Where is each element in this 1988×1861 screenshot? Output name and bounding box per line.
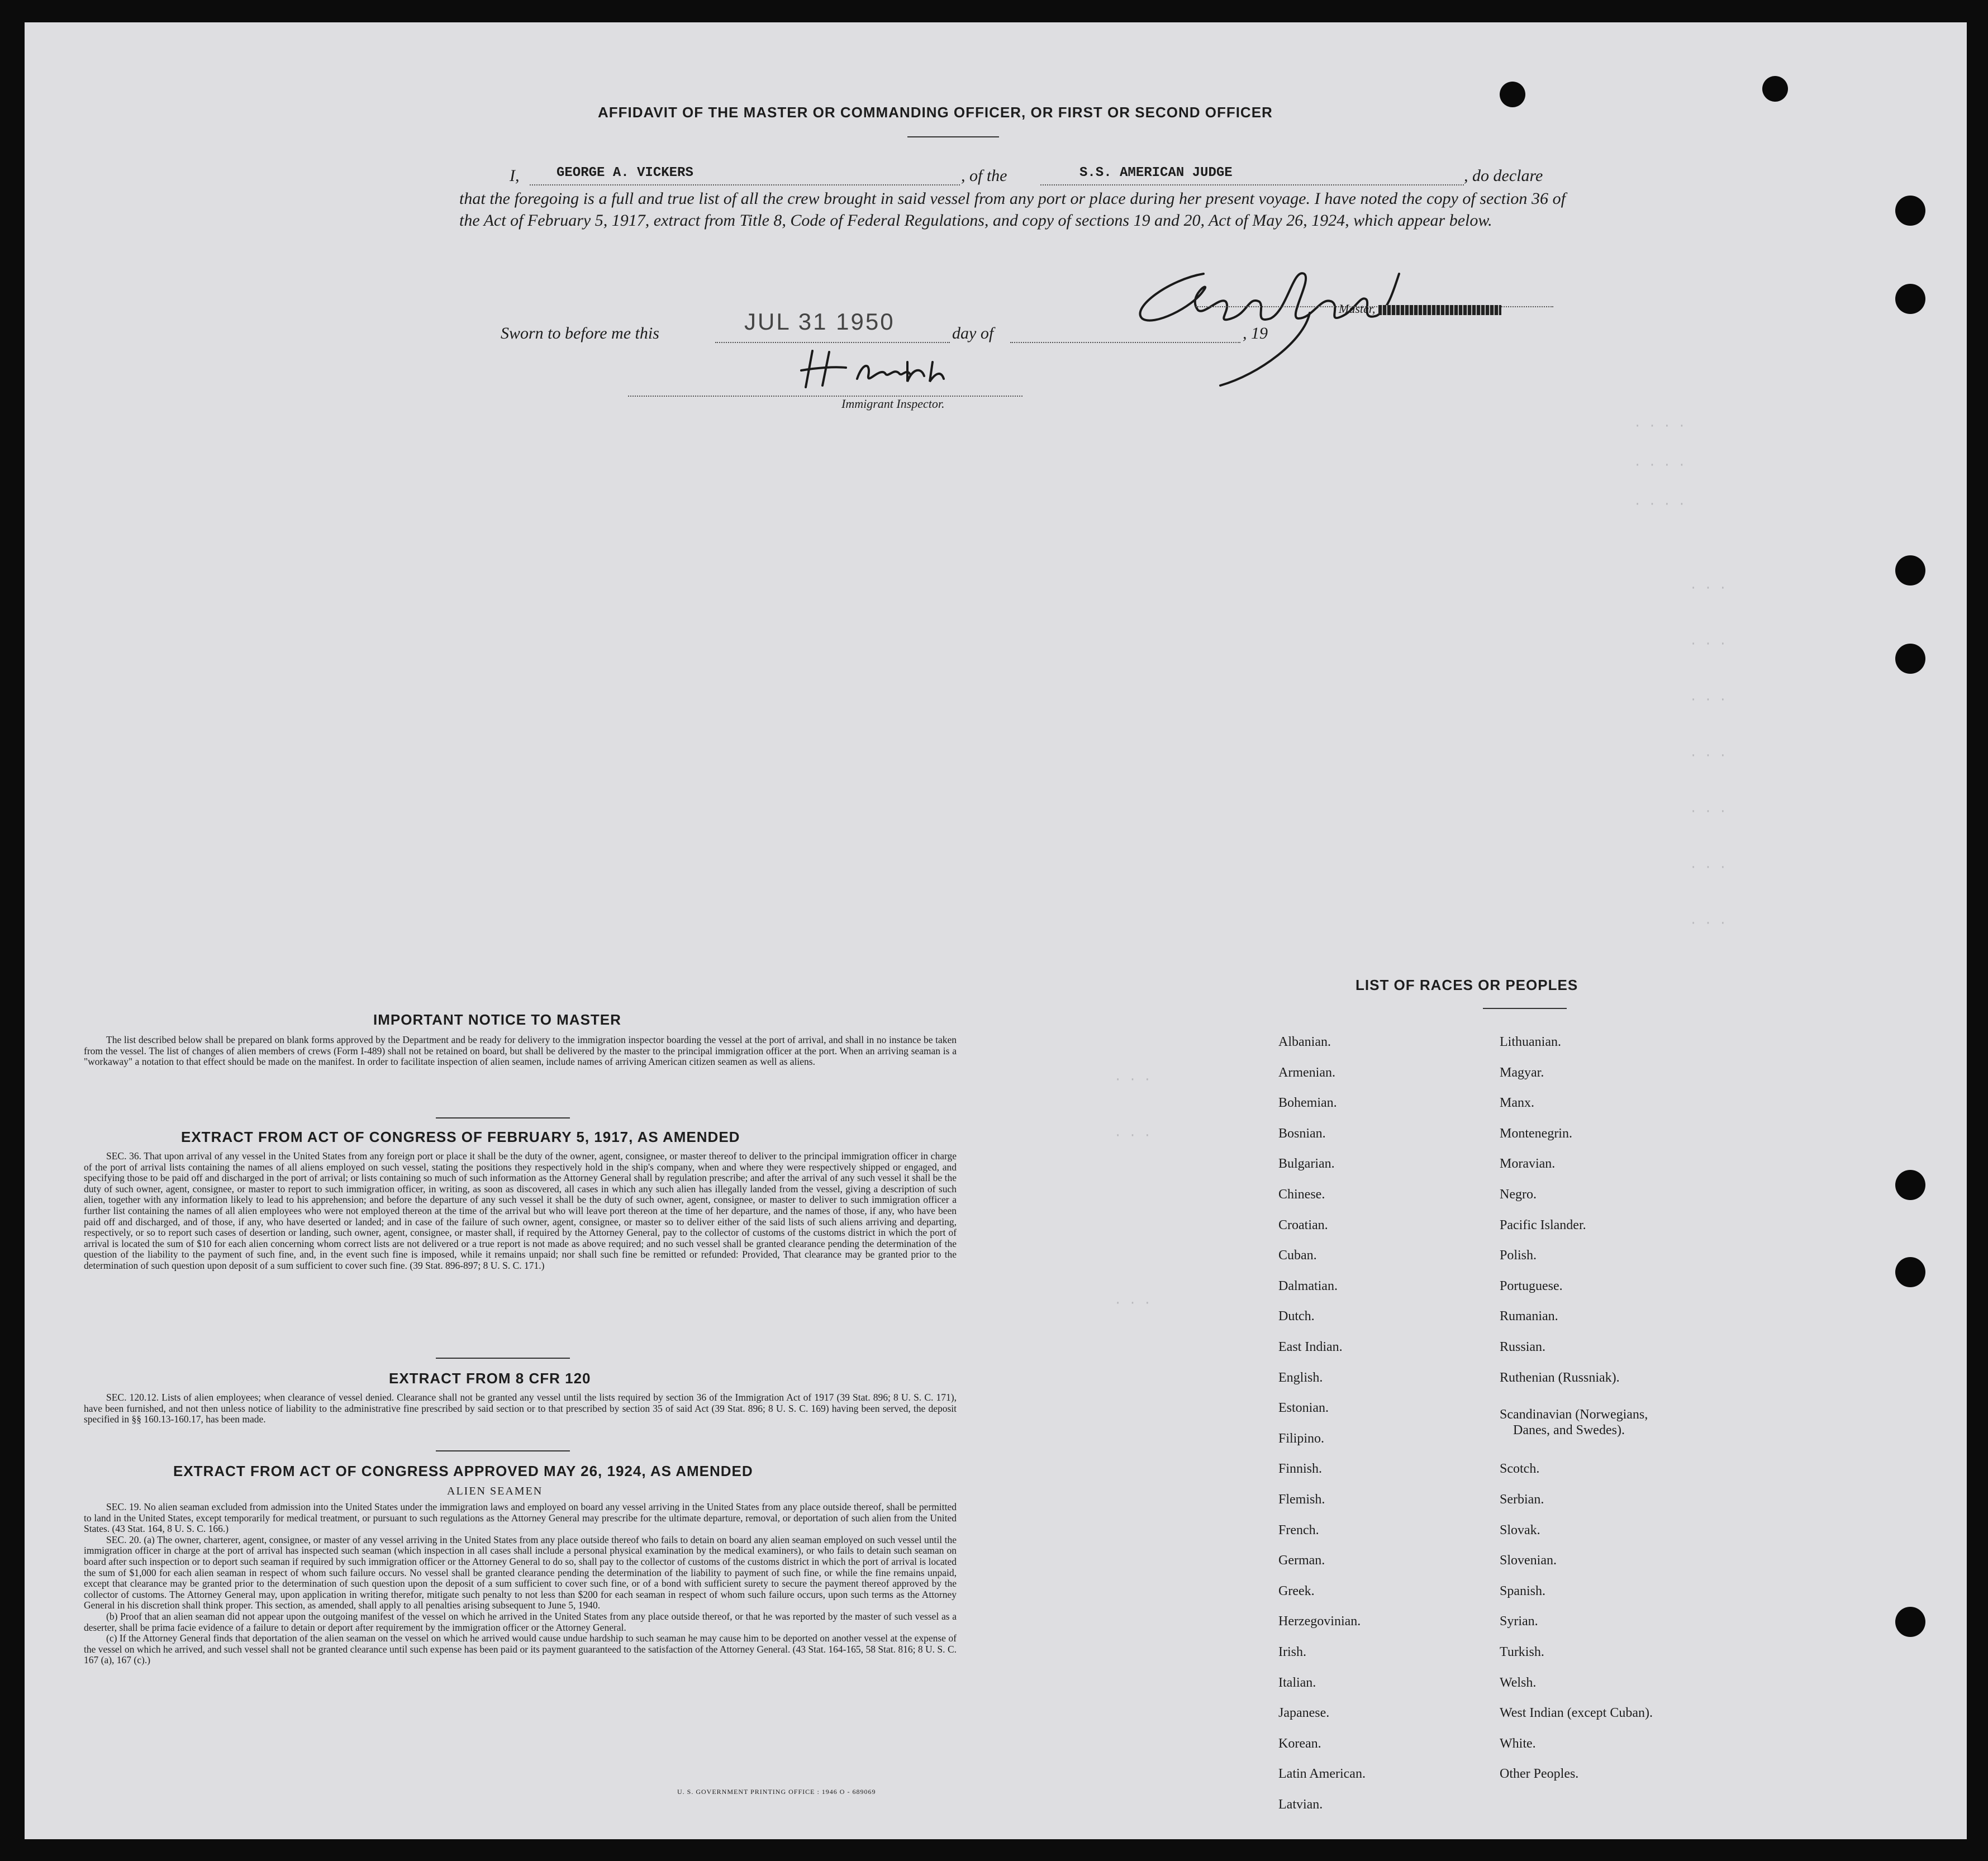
year-prefix: , 19 <box>1243 324 1268 342</box>
race-item: East Indian. <box>1278 1340 1343 1354</box>
race-item: Croatian. <box>1278 1217 1328 1232</box>
race-item: Montenegrin. <box>1500 1126 1572 1141</box>
race-item: Ruthenian (Russniak). <box>1500 1370 1620 1385</box>
punch-hole <box>1895 644 1925 674</box>
race-item: Syrian. <box>1500 1614 1538 1629</box>
extract-1917-text: SEC. 36. That upon arrival of any vessel in the United States from any foreign port or place it shall be the duty of the owner, agent, consignee, or master thereof to deliver to the principal immigration officer in charge of the port of arrival lists containing the names of all aliens employed on such vessel, stating the positions they respectively hold in the ship's company, when and where they were respectively shipped or engaged, and specifying those to be paid off and discharged in the port of arrival; or lists containing so much of such information as the Attorney General shall by regulation prescribe; and after the arrival of any such vessel it shall be the duty of such owner, agent, consignee, or master to report to such immigration officer, in writing, as soon as discovered, all cases in which any such alien has illegally landed from the vessel, giving a description of such alien, together with any information likely to lead to his apprehension; and before the departure of any such vessel it shall be the duty of such owner, agent, consignee, or master to deliver to such immigration officer a further list containing the names of all alien employees who were not employed thereon at the time of the arrival but who will leave port thereon at the time of her departure, and the names of those, if any, who have been paid off and discharged, and of those, if any, who have deserted or landed; and in case of the failure of such owner, agent, consignee, or master so to deliver either of the said lists of such aliens arriving and departing, respectively, or so to report such cases of desertion or landing, such owner, agent, consignee, or master shall, if required by the Attorney General, pay to the collector of customs of the customs district in which the port of arrival is located the sum of $10 for each alien concerning whom correct lists are not delivered or a true report is not made as above required; and no such vessel shall be granted clearance pending the determination of the question of the liability to the payment of such fine, and, in the event such fine is imposed, while it remains unpaid; nor shall such fine be remitted or refunded: Provided, That clearance may be granted prior to the determination of such question upon deposit of a sum sufficient to cover such fine. (39 Stat. 896-897; 8 U. S. C. 171.) <box>84 1150 957 1271</box>
race-item: Serbian. <box>1500 1492 1544 1507</box>
race-item: Bulgarian. <box>1278 1156 1335 1172</box>
race-item: West Indian (except Cuban). <box>1500 1706 1653 1721</box>
inspector-label: Immigrant Inspector. <box>841 397 945 411</box>
title-divider <box>907 136 999 137</box>
vessel-name-field <box>1040 165 1464 185</box>
race-item: Armenian. <box>1278 1065 1335 1080</box>
sec-19: SEC. 19. No alien seaman excluded from admission into the United States under the immigration laws and employed on board any vessel arriving in the United States from any place outside thereof, shall be permitted to land in the United States, except temporarily for medical treatment, or pursuant to such regulations as the Attorney General may prescribe for the ultimate departure, removal, or deportation of such alien from the United States. (43 Stat. 164, 8 U. S. C. 166.) <box>84 1501 957 1535</box>
race-item: Bosnian. <box>1278 1126 1326 1141</box>
alien-seamen-subtitle: ALIEN SEAMEN <box>447 1485 543 1497</box>
day-of-label: day of <box>952 324 994 342</box>
race-item: Lithuanian. <box>1500 1035 1561 1049</box>
race-item: White. <box>1500 1736 1536 1751</box>
sec-20a: SEC. 20. (a) The owner, charterer, agent, consignee, or master of any vessel arriving in the United States from any place outside thereof who fails to detain on board any alien seaman employed on such vessel until the immigration officer in charge at the port of arrival has inspected such seaman (which inspection in all cases shall include a personal physical examination by the medical examiners), or who fails to detain such seaman on board after such inspection or to deport such seaman if required by such immigration officer or the Attorney General to do so, shall pay to the collector of customs of the customs district in which the port of arrival is located the sum of $1,000 for each alien seaman in respect of whom such failure occurs. No vessel shall be granted clearance pending the determination of the liability to payment of such fine, or while the fine remains unpaid, except that clearance may be granted prior to the determination of such question upon the deposit of a sum sufficient to cover such fine, or of a bond with sufficient surety to secure the payment thereof approved by the collector of customs. The Attorney General may, upon application in writing therefor, mitigate such penalty to not less than $200 for each seaman in respect of whom such failure occurs, upon such terms as the Attorney General in his discretion shall think proper. This section, as amended, shall apply to all penalties arising subsequent to June 5, 1940. <box>84 1534 957 1611</box>
punch-hole <box>1762 76 1788 102</box>
sworn-label: Sworn to before me this <box>501 324 659 342</box>
race-item: Polish. <box>1500 1248 1537 1263</box>
punch-hole <box>1895 1170 1925 1200</box>
race-item: Scandinavian (Norwegians, <box>1500 1407 1648 1422</box>
race-item: Cuban. <box>1278 1248 1317 1263</box>
vessel-name-value: S.S. AMERICAN JUDGE <box>1079 165 1233 180</box>
race-item: Pacific Islander. <box>1500 1217 1586 1232</box>
race-item: Latvian. <box>1278 1797 1323 1812</box>
punch-hole <box>1895 1607 1925 1637</box>
inspector-signature-line <box>628 380 1022 397</box>
race-item: French. <box>1278 1522 1319 1538</box>
sec-20c: (c) If the Attorney General finds that deportation of the alien seaman on the vessel on which he arrived would cause undue hardship to such seaman he may cause him to be deported on another vessel at the expense of the vessel on which he arrived, and such vessel shall not be granted clearance until such expense has been paid or its payment guaranteed to the satisfaction of the Attorney General. (43 Stat. 164-165, 58 Stat. 816; 8 U. S. C. 167 (a), 167 (c).) <box>84 1632 957 1666</box>
race-item: Herzegovinian. <box>1278 1614 1361 1629</box>
race-item: Welsh. <box>1500 1675 1537 1690</box>
form-page: · · · · · · · · · · · · · · · · · · · · · · · · · · · · · · · · · · · · · · · · · · AFFIDAVIT OF THE MASTER OR COMMANDING OFFICER, OR FIRST OR SECOND OFFICER I, GEORGE A. VICKERS , of the S.S. AMERICAN JUDGE , do declare that the foregoing is a full and true list of all the crew brought in said vessel from any port or place during her present voyage. I have noted the copy of section 36 of the Act of February 5, 1917, extract from Title 8, Code of Federal Regulations, and copy of sections 19 and 20, Act of May 26, 1924, which appear below. Master, Sworn to before me this JUL 31 1950 day of , 19 Immigrant Inspector. IMPORTANT NOTICE TO MASTER The list described below shall be prepared on blank forms approved by the Department and be ready for delivery to the immigration inspector boarding the vessel at the port of arrival, and shall in no instance be taken from the vessel. The list of changes of alien members of crews (Form I-489) shall not be retained on board, but shall be delivered by the master to the principal immigration officer at the port. When an arriving seaman is a "workaway" a notation to that effect should be made on the manifest. In order to facilitate inspection of alien seamen, include names of arriving American citizen seamen as well as aliens. EXTRACT FROM ACT OF CONGRESS OF FEBRUARY 5, 1917, AS AMENDED SEC. 36. That upon arrival of any vessel in the United States from any foreign port or place it shall be the duty of the owner, agent, consignee, or master thereof to deliver to the principal immigration officer in charge of the port of arrival lists containing the names of all aliens employed on such vessel, stating the positions they respectively hold in the ship's company, when and where they were respectively shipped or engaged, and specifying those to be paid off and discharged in the port of arrival; or lists containing so much of such information as the Attorney General shall by regulation prescribe; and after the arrival of any such vessel it shall be the duty of such owner, agent, consignee, or master to report to such immigration officer, in writing, as soon as discovered, all cases in which any such alien has illegally landed from the vessel, giving a description of such alien, together with any information likely to lead to his apprehension; and before the departure of any such vessel it shall be the duty of such owner, agent, consignee, or master to deliver to such immigration officer a further list containing the names of all alien employees who were not employed thereon at the time of the arrival but who will leave port thereon at the time of her departure, and the names of those, if any, who have been paid off and discharged, and of those, if any, who have deserted or landed; and in case of the failure of such owner, agent, consignee, or master so to deliver either of the said lists of such aliens arriving and departing, respectively, or so to report such cases of desertion or landing, such owner, agent, consignee, or master shall, if required by the Attorney General, pay to the collector of customs of the customs district in which the port of arrival is located the sum of $10 for each alien concerning whom correct lists are not delivered or a true report is not made as above required; and no such vessel shall be granted clearance pending the determination of the question of the liability to the payment of such fine, and, in the event such fine is imposed, while it remains unpaid; nor shall such fine be remitted or refunded: Provided, That clearance may be granted prior to the determination of such question upon deposit of a sum sufficient to cover such fine. (39 Stat. 896-897; 8 U. S. C. 171.) EXTRACT FROM 8 CFR 120 SEC. 120.12. Lists of alien employees; when clearance of vessel denied. Clearance shall not be granted any vessel until the lists required by section 36 of the Immigration Act of 1917 (39 Stat. 896; 8 U. S. C. 171), have been furnished, and not then unless notice of liability to the administrative fine prescribed by said section or to that prescribed by section 35 of said Act (39 Stat. 896; 8 U. S. C. 169) having been served, the deposit specified in §§ 160.13-160.17, has been made. EXTRACT FROM ACT OF CONGRESS APPROVED MAY 26, 1924, AS AMENDED ALIEN SEAMEN SEC. 19. No alien seaman excluded from admission into the United States under the immigration laws and employed on board any vessel arriving in the United States from any place outside thereof, shall be permitted to land in the United States, except temporarily for medical treatment, or pursuant to such regulations as the Attorney General may prescribe for the ultimate departure, removal, or deportation of such alien from the United States. (43 Stat. 164, 8 U. S. C. 166.) SEC. 20. (a) The owner, charterer, agent, consignee, or master of any vessel arriving in the United States from any place outside thereof who fails to detain on board any alien seaman employed on such vessel until the immigration officer in charge at the port of arrival has inspected such seaman (which inspection in all cases shall include a personal physical examination by the medical examiners), or who fails to detain such seaman on board after such inspection or to deport such seaman if required by such immigration officer or the Attorney General to do so, shall pay to the collector of customs of the customs district in which the port of arrival is located the sum of $1,000 for each alien seaman in respect of whom such failure occurs. No vessel shall be granted clearance pending the determination of the liability to payment of such fine, or while the fine remains unpaid, except that clearance may be granted prior to the determination of such question upon the deposit of a sum sufficient to cover such fine, or of a bond with sufficient surety to secure the payment thereof approved by the collector of customs. The Attorney General may, upon application in writing therefor, mitigate such penalty to not less than $200 for each seaman in respect of whom such failure occurs, upon such terms as the Attorney General in his discretion shall think proper. This section, as amended, shall apply to all penalties arising subsequent to June 5, 1940. (b) Proof that an alien seaman did not appear upon the outgoing manifest of the vessel on which he arrived in the United States from any place outside thereof, or that he was reported by the master of such vessel as a deserter, shall be prima facie evidence of a failure to detain or deport after requirement by the immigration officer or the Attorney General. (c) If the Attorney General finds that deportation of the alien seaman on the vessel on which he arrived would cause undue hardship to such seaman he may cause him to be deported on another vessel at the expense of the vessel on which he arrived, and such vessel shall not be granted clearance until such expense has been paid or its payment guaranteed to the satisfaction of the Attorney General. (43 Stat. 164-165, 58 Stat. 816; 8 U. S. C. 167 (a), 167 (c).) U. S. GOVERNMENT PRINTING OFFICE : 1946 O - 689069 LIST OF RACES OR PEOPLES Albanian. Armenian. Bohemian. Bosnian. Bulgarian. Chinese. Croatian. Cuban. Dalmatian. Dutch. East Indian. English. Estonian. Filipino. Finnish. Flemish. French. German. Greek. Herzegovinian. Irish. Italian. Japanese. Korean. Latin American. Latvian. Lithuanian. Magyar. Manx. Montenegrin. Moravian. Negro. Pacific Islander. Polish. Portuguese. Rumanian. Russian. Ruthenian (Russniak). Scandinavian (Norwegians, Danes, and Swedes). Scotch. Serbian. Slovak. Slovenian. Spanish. Syrian. Turkish. Welsh. West Indian (except Cuban). White. Other Peoples. <box>25 22 1967 1839</box>
race-item: Latin American. <box>1278 1767 1366 1782</box>
affidavit-line-prefix: I, <box>510 166 520 185</box>
extract-cfr-title: EXTRACT FROM 8 CFR 120 <box>389 1370 591 1387</box>
race-item: Finnish. <box>1278 1462 1323 1477</box>
extract-1924-text <box>84 1502 957 1666</box>
notice-title: IMPORTANT NOTICE TO MASTER <box>373 1011 621 1028</box>
race-item: Estonian. <box>1278 1401 1329 1416</box>
race-item: Korean. <box>1278 1736 1321 1751</box>
race-item: Chinese. <box>1278 1187 1325 1202</box>
race-item: German. <box>1278 1553 1325 1568</box>
section-divider <box>436 1117 570 1118</box>
sec-20b: (b) Proof that an alien seaman did not appear upon the outgoing manifest of the vessel on which he arrived in the United States from any place outside thereof, or that he was reported by the master of such vessel as a deserter, shall be prima facie evidence of a failure to detain or deport after requirement by the immigration officer or the Attorney General. <box>84 1610 957 1633</box>
master-name-value: GEORGE A. VICKERS <box>557 165 693 180</box>
race-item: Manx. <box>1500 1096 1534 1111</box>
section-divider <box>436 1450 570 1451</box>
races-divider <box>1483 1008 1567 1009</box>
race-item: Scotch. <box>1500 1462 1540 1477</box>
section-divider <box>436 1358 570 1359</box>
race-item: Danes, and Swedes). <box>1513 1423 1625 1438</box>
race-item: Italian. <box>1278 1675 1316 1690</box>
race-item: Moravian. <box>1500 1156 1556 1172</box>
notice-text: The list described below shall be prepared on blank forms approved by the Department and be ready for delivery to the immigration inspector boarding the vessel at the port of arrival, and shall in no instance be taken from the vessel. The list of changes of alien members of crews (Form I-489) shall not be retained on board, but shall be delivered by the master to the principal immigration officer at the port. When an arriving seaman is a "workaway" a notation to that effect should be made on the manifest. In order to facilitate inspection of alien seamen, include names of arriving American citizen seamen as well as aliens. <box>84 1034 957 1068</box>
race-item: Magyar. <box>1500 1065 1544 1080</box>
race-item: Irish. <box>1278 1645 1306 1659</box>
sworn-date-stamp: JUL 31 1950 <box>744 308 895 335</box>
race-item: Spanish. <box>1500 1583 1546 1598</box>
race-item: Negro. <box>1500 1187 1537 1202</box>
extract-1917-title: EXTRACT FROM ACT OF CONGRESS OF FEBRUARY 5, 1917, AS AMENDED <box>181 1129 740 1145</box>
race-item: Dutch. <box>1278 1309 1315 1324</box>
master-label: Master, <box>1339 302 1501 316</box>
race-item: Bohemian. <box>1278 1096 1337 1111</box>
race-item: Dalmatian. <box>1278 1278 1338 1293</box>
of-the-label: , of the <box>961 166 1007 185</box>
race-item: English. <box>1278 1370 1323 1385</box>
extract-1924-title: EXTRACT FROM ACT OF CONGRESS APPROVED MAY 26, 1924, AS AMENDED <box>173 1463 753 1479</box>
race-item: Filipino. <box>1278 1431 1325 1446</box>
month-field <box>1010 320 1240 343</box>
race-item: Rumanian. <box>1500 1309 1558 1324</box>
master-name-field <box>530 165 960 185</box>
race-item: Russian. <box>1500 1340 1546 1354</box>
race-item: Slovak. <box>1500 1522 1540 1538</box>
race-item: Slovenian. <box>1500 1553 1557 1568</box>
race-item: Flemish. <box>1278 1492 1325 1507</box>
race-item: Greek. <box>1278 1583 1315 1598</box>
punch-hole <box>1895 196 1925 226</box>
printer-line: U. S. GOVERNMENT PRINTING OFFICE : 1946 O - 689069 <box>677 1788 876 1796</box>
punch-hole <box>1895 555 1925 586</box>
affidavit-title: AFFIDAVIT OF THE MASTER OR COMMANDING OFFICER, OR FIRST OR SECOND OFFICER <box>598 104 1273 121</box>
punch-hole <box>1895 284 1925 314</box>
race-item: Other Peoples. <box>1500 1767 1579 1782</box>
do-declare-label: , do declare <box>1464 166 1543 185</box>
races-title: LIST OF RACES OR PEOPLES <box>1356 977 1578 993</box>
affidavit-body: that the foregoing is a full and true list of all the crew brought in said vessel from any port or place during her present voyage. I have noted the copy of section 36 of the Act of February 5, 1917, extract from Title 8, Code of Federal Regulations, and copy of sections 19 and 20, Act of May 26, 1924, which appear below. <box>459 189 1566 230</box>
extract-cfr-text: SEC. 120.12. Lists of alien employees; when clearance of vessel denied. Clearance shall not be granted any vessel until the lists required by section 36 of the Immigration Act of 1917 (39 Stat. 896; 8 U. S. C. 171), have been furnished, and not then unless notice of liability to the administrative fine prescribed by said section or to that prescribed by section 35 of said Act (39 Stat. 896; 8 U. S. C. 169) having been served, the deposit specified in §§ 160.13-160.17, has been made. <box>84 1392 957 1425</box>
race-item: Turkish. <box>1500 1645 1544 1659</box>
race-item: Albanian. <box>1278 1035 1331 1049</box>
punch-hole <box>1500 82 1525 107</box>
punch-hole <box>1895 1257 1925 1287</box>
race-item: Japanese. <box>1278 1706 1330 1721</box>
race-item: Portuguese. <box>1500 1278 1563 1293</box>
